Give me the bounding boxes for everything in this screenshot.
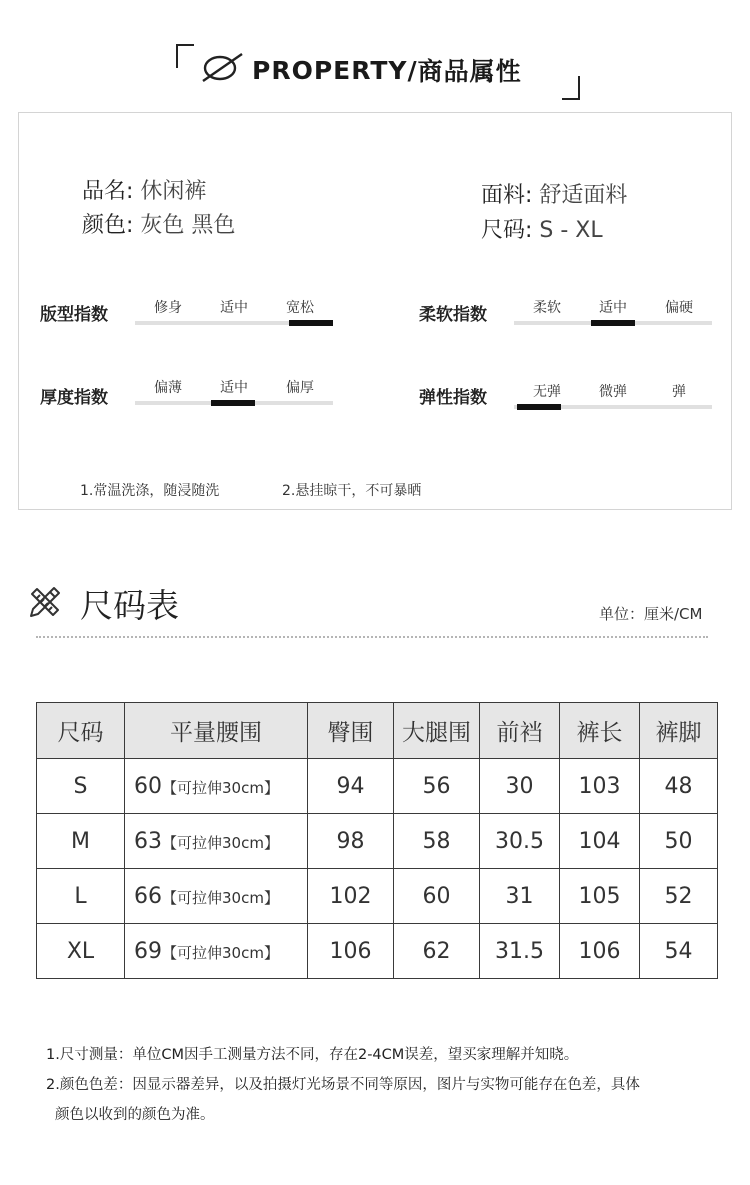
cell-length: 103 <box>560 759 640 814</box>
cell-hip: 106 <box>308 924 394 979</box>
cell-rise: 31.5 <box>480 924 560 979</box>
note-color-difference: 2.颜色色差：因显示器差异，以及拍摄灯光场景不同等原因，图片与实物可能存在色差，具体 <box>46 1077 640 1093</box>
note-measurement: 1.尺寸测量：单位CM因手工测量方法不同，存在2-4CM误差，望买家理解并知晓。 <box>46 1047 579 1063</box>
title-separator: / <box>407 55 418 85</box>
waist-note: 【可拉伸30cm】 <box>162 943 279 962</box>
table-row <box>37 924 718 979</box>
cell-thigh: 60 <box>394 869 480 924</box>
header-size: 尺码 <box>37 703 125 759</box>
cell-hem: 52 <box>640 869 718 924</box>
product-color-value: 灰色 黑色 <box>140 213 236 238</box>
fit-option-1: 修身 <box>154 300 182 316</box>
cell-length: 106 <box>560 924 640 979</box>
slashed-circle-icon <box>200 52 252 88</box>
waist-value: 63 <box>134 828 162 854</box>
table-row <box>37 759 718 814</box>
waist-note: 【可拉伸30cm】 <box>162 888 279 907</box>
thickness-option-1: 偏薄 <box>154 380 182 396</box>
waist-value: 60 <box>134 773 162 799</box>
section-header <box>176 44 580 100</box>
cell-hem: 48 <box>640 759 718 814</box>
product-fabric-value: 舒适面料 <box>539 183 628 208</box>
fit-option-2: 适中 <box>220 300 248 316</box>
cell-hem: 50 <box>640 814 718 869</box>
note-color-difference-cont: 颜色以收到的颜色为准。 <box>55 1107 215 1123</box>
cell-thigh: 56 <box>394 759 480 814</box>
product-fabric-label: 面料: <box>481 183 533 208</box>
thickness-selected-marker <box>211 400 255 406</box>
softness-option-2: 适中 <box>599 300 627 316</box>
cell-hip: 102 <box>308 869 394 924</box>
table-row <box>37 814 718 869</box>
product-name-label: 品名: <box>82 179 134 204</box>
measurement-notes <box>46 1040 726 1130</box>
waist-note: 【可拉伸30cm】 <box>162 778 279 797</box>
product-size-value: S - XL <box>539 218 603 243</box>
size-chart-title: 尺码表 <box>80 586 179 625</box>
product-name-value: 休闲裤 <box>140 179 207 204</box>
size-table-header <box>37 703 718 759</box>
waist-value: 66 <box>134 883 162 909</box>
thickness-option-3: 偏厚 <box>286 380 314 396</box>
elasticity-option-2: 微弹 <box>599 384 627 400</box>
title-english: PROPERTY <box>252 55 408 85</box>
elasticity-option-1: 无弹 <box>533 384 561 400</box>
cell-size: L <box>37 869 125 924</box>
header-hem: 裤脚 <box>640 703 718 759</box>
header-length: 裤长 <box>560 703 640 759</box>
elasticity-option-3: 弹 <box>672 384 686 400</box>
softness-index-label: 柔软指数 <box>419 305 487 325</box>
header-thigh: 大腿围 <box>394 703 480 759</box>
care-instruction-wash: 1.常温洗涤，随浸随洗 <box>80 483 220 499</box>
dotted-divider <box>36 636 708 638</box>
softness-option-3: 偏硬 <box>665 300 693 316</box>
softness-selected-marker <box>591 320 635 326</box>
corner-bracket-top-left <box>176 44 194 68</box>
header-waist: 平量腰围 <box>125 703 308 759</box>
cell-length: 105 <box>560 869 640 924</box>
ruler-pencil-icon <box>28 585 62 623</box>
elasticity-selected-marker <box>517 404 561 410</box>
cell-size: XL <box>37 924 125 979</box>
elasticity-index-scale <box>514 381 712 411</box>
header-hip: 臀围 <box>308 703 394 759</box>
cell-waist <box>125 759 308 814</box>
cell-thigh: 58 <box>394 814 480 869</box>
product-size-label: 尺码: <box>481 218 533 243</box>
product-fabric <box>481 178 627 209</box>
thickness-index-label: 厚度指数 <box>40 388 108 408</box>
cell-length: 104 <box>560 814 640 869</box>
softness-option-1: 柔软 <box>533 300 561 316</box>
header-rise: 前裆 <box>480 703 560 759</box>
fit-option-3: 宽松 <box>286 300 314 316</box>
care-instruction-dry: 2.悬挂晾干，不可暴晒 <box>282 483 422 499</box>
product-size <box>481 213 603 244</box>
fit-index-scale <box>135 297 333 327</box>
cell-rise: 30 <box>480 759 560 814</box>
elasticity-index-label: 弹性指数 <box>419 388 487 408</box>
cell-size: M <box>37 814 125 869</box>
waist-note: 【可拉伸30cm】 <box>162 833 279 852</box>
softness-index-scale <box>514 297 712 327</box>
product-name <box>82 174 206 205</box>
size-table <box>36 702 718 979</box>
cell-hip: 98 <box>308 814 394 869</box>
product-color <box>82 208 235 239</box>
fit-index-label: 版型指数 <box>40 305 108 325</box>
cell-hem: 54 <box>640 924 718 979</box>
product-color-label: 颜色: <box>82 213 134 238</box>
size-chart-unit: 单位：厘米/CM <box>599 605 703 623</box>
cell-waist <box>125 869 308 924</box>
corner-bracket-bottom-right <box>562 76 580 100</box>
thickness-index-scale <box>135 377 333 407</box>
title-chinese: 商品属性 <box>417 57 522 86</box>
cell-waist <box>125 814 308 869</box>
cell-size: S <box>37 759 125 814</box>
cell-waist <box>125 924 308 979</box>
cell-hip: 94 <box>308 759 394 814</box>
fit-selected-marker <box>289 320 333 326</box>
table-row <box>37 869 718 924</box>
section-title <box>200 52 522 88</box>
thickness-option-2: 适中 <box>220 380 248 396</box>
cell-rise: 31 <box>480 869 560 924</box>
cell-thigh: 62 <box>394 924 480 979</box>
waist-value: 69 <box>134 938 162 964</box>
cell-rise: 30.5 <box>480 814 560 869</box>
